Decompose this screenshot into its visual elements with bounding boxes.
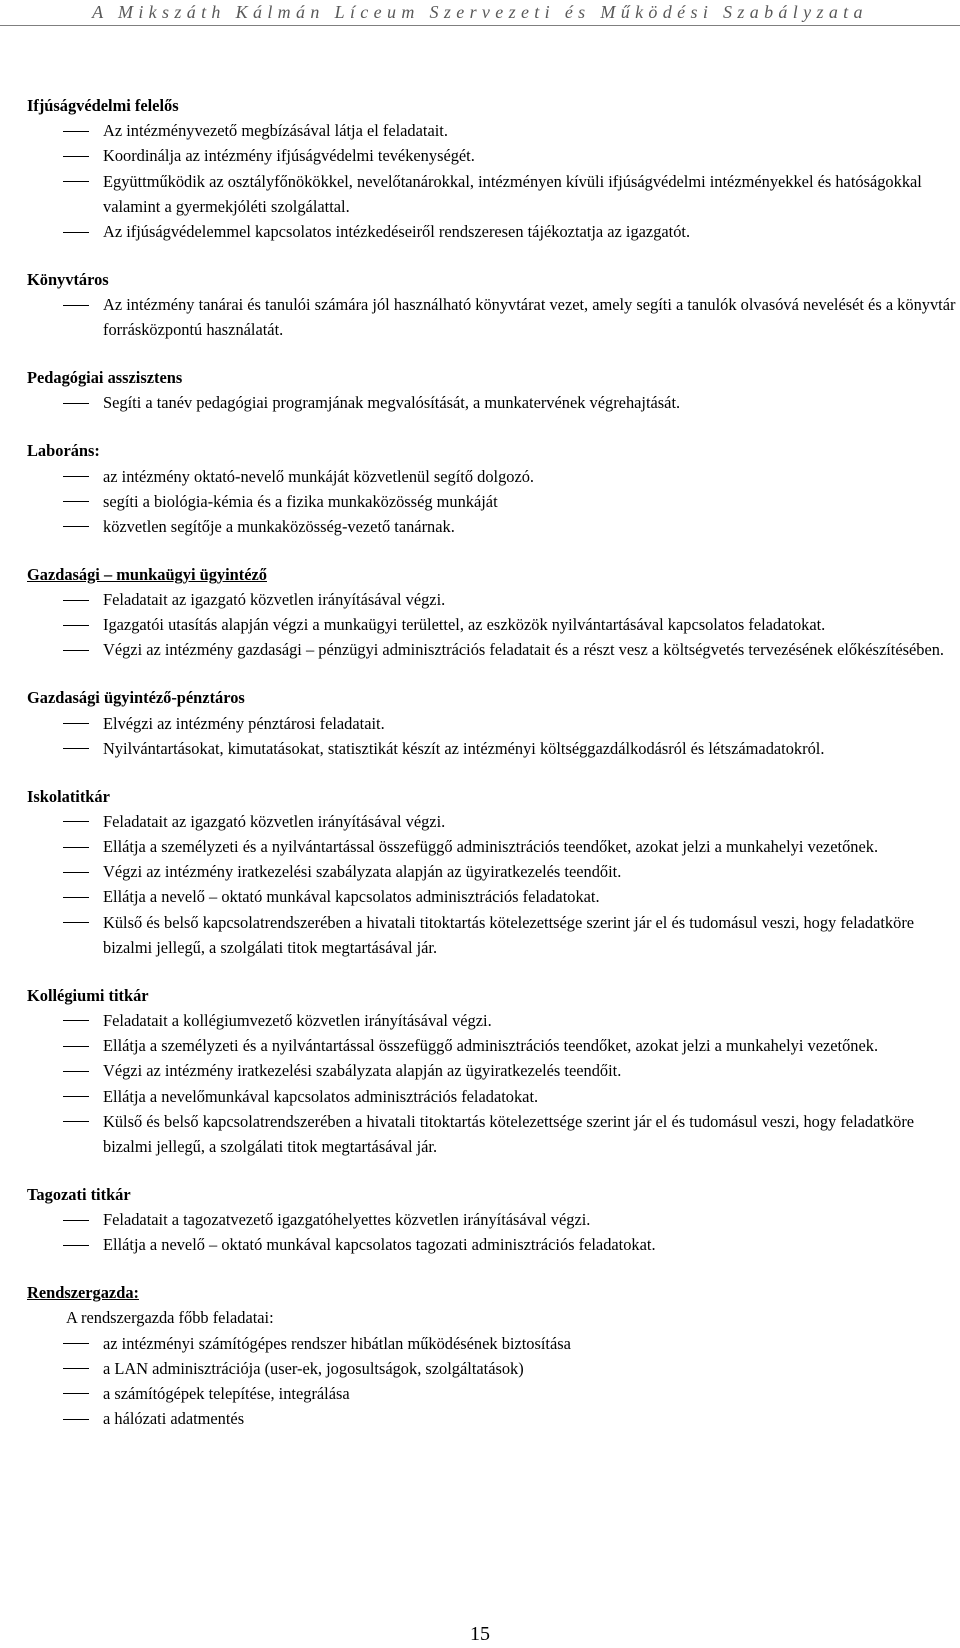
dash-bullet-icon bbox=[63, 476, 89, 477]
dash-bullet-icon bbox=[63, 600, 89, 601]
list-item bbox=[27, 736, 957, 761]
dash-bullet-icon bbox=[63, 1220, 89, 1221]
item-text: segíti a biológia-kémia és a fizika munkaközösség munkáját bbox=[103, 491, 498, 511]
list-item bbox=[27, 910, 957, 960]
dash-bullet-icon bbox=[63, 501, 89, 502]
item-text: Feladatait a kollégiumvezető közvetlen irányításával végzi. bbox=[103, 1010, 492, 1030]
dash-bullet-icon bbox=[63, 748, 89, 749]
item-list bbox=[27, 809, 957, 960]
item-list bbox=[27, 390, 957, 415]
list-item bbox=[27, 169, 957, 219]
dash-bullet-icon bbox=[63, 1020, 89, 1021]
item-text: Koordinálja az intézmény ifjúságvédelmi tevékenységét. bbox=[103, 146, 475, 166]
dash-bullet-icon bbox=[63, 723, 89, 724]
list-item bbox=[27, 1033, 957, 1058]
list-item bbox=[27, 1008, 957, 1033]
item-text: Elvégzi az intézmény pénztárosi feladatait. bbox=[103, 713, 385, 733]
section-konyvtaros bbox=[27, 267, 957, 343]
list-item bbox=[27, 143, 957, 168]
section-gazdasagi-ugyintezo-penztaros bbox=[27, 685, 957, 761]
section-title: Gazdasági ügyintéző-pénztáros bbox=[27, 688, 245, 708]
dash-bullet-icon bbox=[63, 1071, 89, 1072]
section-title: Kollégiumi titkár bbox=[27, 985, 149, 1005]
section-title: Iskolatitkár bbox=[27, 786, 110, 806]
item-list bbox=[27, 118, 957, 244]
item-text: Külső és belső kapcsolatrendszerében a hivatali titoktartás kötelezettsége szerint jár el és tudomásul veszi, hogy feladatköre bizalmi jellegű, a szolgálati titok megtartásával jár. bbox=[103, 1111, 915, 1156]
list-item bbox=[27, 711, 957, 736]
section-kollegiumi-titkar bbox=[27, 983, 957, 1159]
dash-bullet-icon bbox=[63, 526, 89, 527]
item-text: Feladatait a tagozatvezető igazgatóhelyettes közvetlen irányításával végzi. bbox=[103, 1210, 591, 1230]
header-title: A Mikszáth Kálmán Líceum Szervezeti és Működési Szabályzata bbox=[92, 2, 868, 22]
section-title: Tagozati titkár bbox=[27, 1184, 131, 1204]
section-title: Ifjúságvédelmi felelős bbox=[27, 96, 179, 115]
dash-bullet-icon bbox=[63, 1419, 89, 1420]
section-ifjusagvedelmi-felelos bbox=[27, 93, 957, 244]
item-list bbox=[27, 292, 957, 342]
dash-bullet-icon bbox=[63, 897, 89, 898]
list-item bbox=[27, 587, 957, 612]
item-text: a hálózati adatmentés bbox=[103, 1409, 245, 1429]
item-text: Külső és belső kapcsolatrendszerében a hivatali titoktartás kötelezettsége szerint jár el és tudomásul veszi, hogy feladatköre bizalmi jellegű, a szolgálati titok megtartásával jár. bbox=[103, 912, 915, 957]
item-text: Végzi az intézmény gazdasági – pénzügyi adminisztrációs feladatait és a részt vesz a költségvetés tervezésének előkészítésében. bbox=[103, 640, 945, 660]
item-list bbox=[27, 1331, 957, 1432]
section-laborans bbox=[27, 438, 957, 539]
item-list bbox=[27, 1207, 957, 1257]
list-item bbox=[27, 1406, 957, 1431]
dash-bullet-icon bbox=[63, 922, 89, 923]
item-text: Az intézmény tanárai és tanulói számára jól használható könyvtárat vezet, amely segíti a tanulók olvasóvá nevelését és a könyvtár forrásközpontú használatát. bbox=[103, 295, 956, 340]
list-item bbox=[27, 637, 957, 662]
list-item bbox=[27, 489, 957, 514]
item-text: Végzi az intézmény iratkezelési szabályzata alapján az ügyiratkezelés teendőit. bbox=[103, 1061, 622, 1081]
item-text: Az ifjúságvédelemmel kapcsolatos intézkedéseiről rendszeresen tájékoztatja az igazgatót. bbox=[103, 222, 691, 242]
section-gazdasagi-munkaugyi-ugyintezo bbox=[27, 562, 957, 663]
list-item bbox=[27, 1058, 957, 1083]
dash-bullet-icon bbox=[63, 305, 89, 306]
list-item bbox=[27, 292, 957, 342]
list-item bbox=[27, 1331, 957, 1356]
list-item bbox=[27, 1084, 957, 1109]
dash-bullet-icon bbox=[63, 847, 89, 848]
dash-bullet-icon bbox=[63, 872, 89, 873]
list-item bbox=[27, 464, 957, 489]
section-intro: A rendszergazda főbb feladatai: bbox=[66, 1308, 274, 1328]
document-header bbox=[0, 0, 960, 26]
page-number: 15 bbox=[470, 1623, 490, 1645]
list-item bbox=[27, 1232, 957, 1257]
dash-bullet-icon bbox=[63, 1046, 89, 1047]
section-title: Rendszergazda: bbox=[27, 1283, 139, 1303]
item-text: Segíti a tanév pedagógiai programjának megvalósítását, a munkatervének végrehajtását. bbox=[103, 393, 681, 413]
section-title: Gazdasági – munkaügyi ügyintéző bbox=[27, 564, 267, 584]
item-text: az intézmény oktató-nevelő munkáját közvetlenül segítő dolgozó. bbox=[103, 466, 535, 486]
item-text: Ellátja a személyzeti és a nyilvántartással összefüggő adminisztrációs teendőket, azokat jelzi a munkahelyi vezetőnek. bbox=[103, 837, 879, 856]
dash-bullet-icon bbox=[63, 625, 89, 626]
item-text: Az intézményvezető megbízásával látja el feladatait. bbox=[103, 121, 448, 141]
item-list bbox=[27, 464, 957, 540]
section-rendszergazda bbox=[27, 1280, 957, 1431]
dash-bullet-icon bbox=[63, 821, 89, 822]
item-text: Végzi az intézmény iratkezelési szabályzata alapján az ügyiratkezelés teendőit. bbox=[103, 862, 622, 882]
dash-bullet-icon bbox=[63, 1245, 89, 1246]
header-rule bbox=[0, 25, 960, 26]
item-text: az intézményi számítógépes rendszer hibátlan működésének biztosítása bbox=[103, 1333, 571, 1353]
item-text: Ellátja a nevelő – oktató munkával kapcsolatos tagozati adminisztrációs feladatokat. bbox=[103, 1235, 656, 1255]
dash-bullet-icon bbox=[63, 156, 89, 157]
section-title: Pedagógiai asszisztens bbox=[27, 368, 183, 388]
dash-bullet-icon bbox=[63, 1343, 89, 1344]
list-item bbox=[27, 1356, 957, 1381]
list-item bbox=[27, 884, 957, 909]
section-pedagogiai-asszisztens bbox=[27, 365, 957, 415]
dash-bullet-icon bbox=[63, 650, 89, 651]
item-text: Ellátja a személyzeti és a nyilvántartással összefüggő adminisztrációs teendőket, azokat jelzi a munkahelyi vezetőnek. bbox=[103, 1036, 879, 1056]
list-item bbox=[27, 1207, 957, 1232]
dash-bullet-icon bbox=[63, 403, 89, 404]
item-text: Feladatait az igazgató közvetlen irányításával végzi. bbox=[103, 811, 446, 831]
dash-bullet-icon bbox=[63, 1096, 89, 1097]
dash-bullet-icon bbox=[63, 1393, 89, 1394]
item-text: közvetlen segítője a munkaközösség-vezető tanárnak. bbox=[103, 516, 455, 536]
dash-bullet-icon bbox=[63, 1368, 89, 1369]
list-item bbox=[27, 514, 957, 539]
item-text: Ellátja a nevelő – oktató munkával kapcsolatos adminisztrációs feladatokat. bbox=[103, 887, 600, 907]
item-text: Együttműködik az osztályfőnökökkel, nevelőtanárokkal, intézményen kívüli ifjúságvédelmi intézményekkel és hatóságokkal valamint a gyermekjóléti szolgálattal. bbox=[103, 171, 922, 216]
document-body bbox=[27, 93, 957, 1454]
item-text: a LAN adminisztrációja (user-ek, jogosultságok, szolgáltatások) bbox=[103, 1358, 524, 1378]
list-item bbox=[27, 809, 957, 834]
dash-bullet-icon bbox=[63, 181, 89, 182]
section-title: Könyvtáros bbox=[27, 269, 109, 289]
list-item bbox=[27, 390, 957, 415]
section-tagozati-titkar bbox=[27, 1182, 957, 1258]
section-title: Laboráns: bbox=[27, 441, 100, 461]
item-list bbox=[27, 711, 957, 761]
list-item bbox=[27, 118, 957, 143]
item-list bbox=[27, 1008, 957, 1159]
item-text: Igazgatói utasítás alapján végzi a munkaügyi területtel, az eszközök nyilvántartásával kapcsolatos feladatokat. bbox=[103, 615, 826, 635]
item-text: Nyilvántartásokat, kimutatásokat, statisztikát készít az intézményi költséggazdálkodásról és létszámadatokról. bbox=[103, 738, 825, 758]
list-item bbox=[27, 1109, 957, 1159]
list-item bbox=[27, 859, 957, 884]
dash-bullet-icon bbox=[63, 1121, 89, 1122]
item-text: Ellátja a nevelőmunkával kapcsolatos adminisztrációs feladatokat. bbox=[103, 1086, 539, 1106]
dash-bullet-icon bbox=[63, 131, 89, 132]
list-item bbox=[27, 219, 957, 244]
dash-bullet-icon bbox=[63, 232, 89, 233]
item-text: Feladatait az igazgató közvetlen irányításával végzi. bbox=[103, 590, 446, 609]
list-item bbox=[27, 834, 957, 859]
item-text: a számítógépek telepítése, integrálása bbox=[103, 1383, 350, 1403]
list-item bbox=[27, 1381, 957, 1406]
list-item bbox=[27, 612, 957, 637]
section-iskolatitkar bbox=[27, 784, 957, 960]
item-list bbox=[27, 587, 957, 663]
